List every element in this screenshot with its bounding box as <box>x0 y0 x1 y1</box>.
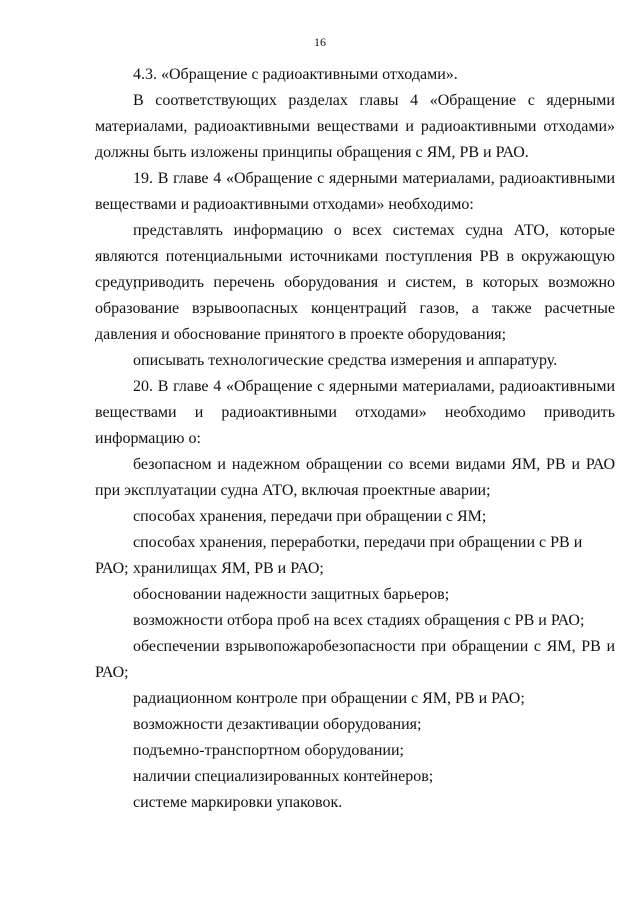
list-item: радиационном контроле при обращении с ЯМ, РВ и РАО; <box>133 690 525 707</box>
list-item: представлять информацию о всех системах судна АТО, которые являются потенциальными источниками поступления РВ в окружающую среду; <box>95 222 615 291</box>
list-item: наличии специализированных контейнеров; <box>133 768 434 785</box>
paragraph: В соответствующих разделах главы 4 «Обращение с ядерными материалами, радиоактивными веществами и радиоактивными отходами» должны быть изложены принципы обращения с ЯМ, РВ и РАО. <box>95 92 615 161</box>
list-item: приводить перечень оборудования и систем, в которых возможно образование взрывоопасных концентраций газов, а также расчетные давления и обоснование принятого в проекте оборудования; <box>95 274 615 343</box>
page-number: 16 <box>314 35 326 49</box>
paragraph: 19. В главе 4 «Обращение с ядерными материалами, радиоактивными веществами и радиоактивными отходами» необходимо: <box>95 170 615 213</box>
list-item: обеспечении взрывопожаробезопасности при обращении с ЯМ, РВ и РАО; <box>95 638 615 681</box>
list-item: системе маркировки упаковок. <box>133 794 343 811</box>
paragraph: 20. В главе 4 «Обращение с ядерными материалами, радиоактивными веществами и радиоактивными отходами» необходимо приводить информацию о: <box>95 378 615 447</box>
list-item: хранилищах ЯМ, РВ и РАО; <box>133 560 324 577</box>
list-item: обосновании надежности защитных барьеров; <box>133 586 450 603</box>
list-item: возможности отбора проб на всех стадиях обращения с РВ и РАО; <box>133 612 585 629</box>
list-item: возможности дезактивации оборудования; <box>133 716 422 733</box>
list-item: способах хранения, переработки, передачи при обращении с РВ и РАО; <box>95 534 583 577</box>
list-item: безопасном и надежном обращении со всеми видами ЯМ, РВ и РАО при эксплуатации судна АТО, включая проектные аварии; <box>95 456 615 499</box>
list-item: способах хранения, передачи при обращении с ЯМ; <box>133 508 487 525</box>
list-item: подъемно-транспортном оборудовании; <box>133 742 404 759</box>
list-item: описывать технологические средства измерения и аппаратуру. <box>133 352 558 369</box>
section-heading: 4.3. «Обращение с радиоактивными отходами». <box>133 66 458 83</box>
